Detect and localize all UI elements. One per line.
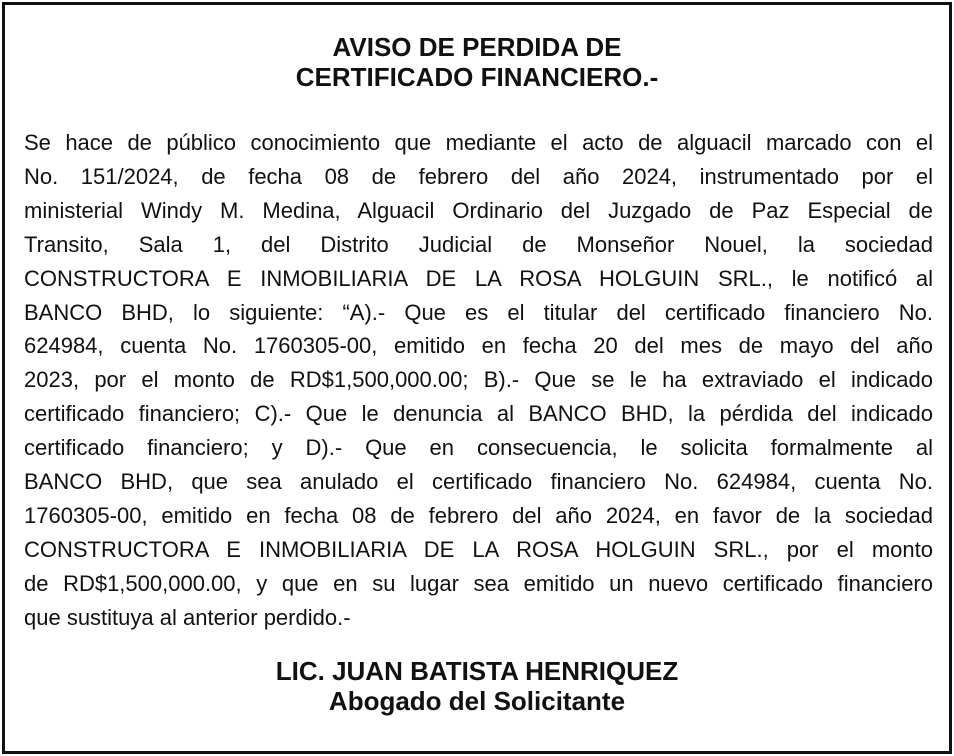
signature-name: LIC. JUAN BATISTA HENRIQUEZ (275, 656, 679, 686)
body-line: CONSTRUCTORA E INMOBILIARIA DE LA ROSA HOLGUIN SRL., por el monto (24, 536, 933, 562)
body-line: que sustituya al anterior perdido.- (24, 604, 351, 630)
body-line: 2023, por el monto de RD$1,500,000.00; B).- Que se le ha extraviado el indicado (24, 367, 933, 393)
body-line: No. 151/2024, de fecha 08 de febrero del año 2024, instrumentado por el (24, 163, 933, 189)
body-line: Transito, Sala 1, del Distrito Judicial de Monseñor Nouel, la sociedad (24, 231, 933, 257)
signature-block (5, 656, 949, 716)
body-line: 624984, cuenta No. 1760305-00, emitido en fecha 20 del mes de mayo del año (24, 333, 933, 359)
body-line: CONSTRUCTORA E INMOBILIARIA DE LA ROSA HOLGUIN SRL., le notificó al (24, 265, 933, 291)
signature-role: Abogado del Solicitante (328, 686, 626, 716)
body-line: 1760305-00, emitido en fecha 08 de febrero del año 2024, en favor de la sociedad (24, 502, 933, 528)
body-line: ministerial Windy M. Medina, Alguacil Ordinario del Juzgado de Paz Especial de (24, 197, 933, 223)
body-line: de RD$1,500,000.00, y que en su lugar sea emitido un nuevo certificado financiero (24, 570, 933, 596)
title-line-1: AVISO DE PERDIDA DE (332, 32, 622, 62)
body-line: certificado financiero; y D).- Que en consecuencia, le solicita formalmente al (24, 435, 933, 461)
notice-body (24, 126, 933, 635)
body-line: Se hace de público conocimiento que mediante el acto de alguacil marcado con el (24, 130, 933, 155)
title-line-2: CERTIFICADO FINANCIERO.- (295, 62, 659, 92)
body-line: certificado financiero; C).- Que le denuncia al BANCO BHD, la pérdida del indicado (24, 401, 933, 427)
body-line: BANCO BHD, lo siguiente: “A).- Que es el titular del certificado financiero No. (24, 299, 933, 325)
body-line: BANCO BHD, que sea anulado el certificado financiero No. 624984, cuenta No. (24, 469, 933, 495)
notice-frame (2, 2, 952, 754)
notice-title (5, 32, 949, 92)
